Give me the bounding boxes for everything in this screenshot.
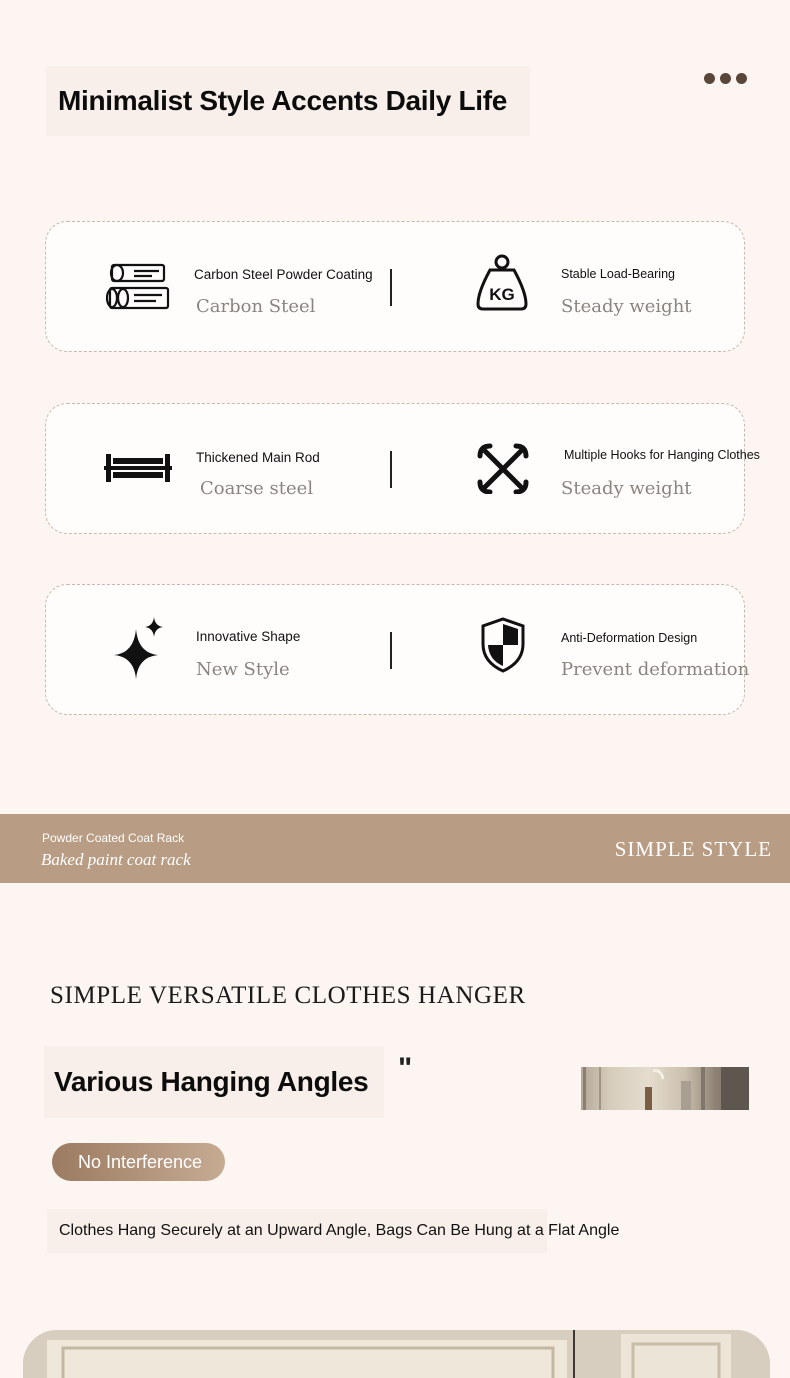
steel-bars-icon [104,262,172,312]
band-caption: Powder Coated Coat Rack [42,831,185,845]
description-box [47,1209,620,1253]
feature-sub: Steady weight [561,478,692,499]
heading-box [44,1046,384,1118]
section-description: Clothes Hang Securely at an Upward Angle, Bags Can Be Hung at a Flat Angle [59,1222,620,1239]
product-photo [23,1330,770,1378]
feature-sub: Steady weight [561,296,692,317]
dot [720,73,731,84]
feature-label: Carbon Steel Powder Coating [194,267,373,282]
style-band [0,814,790,883]
no-interference-badge: No Interference [52,1143,225,1181]
feature-card-3 [45,584,750,715]
feature-card-2 [45,403,760,534]
feature-label: Thickened Main Rod [196,450,320,465]
feature-label: Stable Load-Bearing [561,267,675,281]
feature-sub: New Style [196,659,290,680]
feature-label: Innovative Shape [196,629,301,644]
title-box [46,66,530,136]
divider [390,269,392,306]
section-heading: Various Hanging Angles [54,1066,369,1097]
feature-sub: Carbon Steel [196,296,316,317]
shield-icon [479,616,527,674]
feature-card-1 [45,221,745,352]
band-script: Baked paint coat rack [41,850,191,869]
kg-weight-icon [474,252,530,312]
cross-hooks-icon [476,442,530,494]
feature-sub: Coarse steel [200,478,314,499]
section-title: SIMPLE VERSATILE CLOTHES HANGER [50,982,526,1009]
dot [736,73,747,84]
svg-text:KG: KG [489,285,515,304]
more-dots-icon[interactable] [704,73,747,84]
feature-sub: Prevent deformation [561,659,750,680]
dot [704,73,715,84]
quote-mark: " [398,1052,413,1085]
band-style-label: SIMPLE STYLE [614,837,772,861]
divider [390,632,392,669]
thumbnail-image [581,1067,749,1110]
sparkle-icon [112,617,164,679]
feature-label: Multiple Hooks for Hanging Clothes [564,448,760,462]
rod-icon [104,452,172,484]
photo-image [23,1330,770,1378]
product-thumbnail [581,1067,749,1110]
divider [390,451,392,488]
page-title: Minimalist Style Accents Daily Life [58,85,508,116]
feature-label: Anti-Deformation Design [561,631,698,645]
